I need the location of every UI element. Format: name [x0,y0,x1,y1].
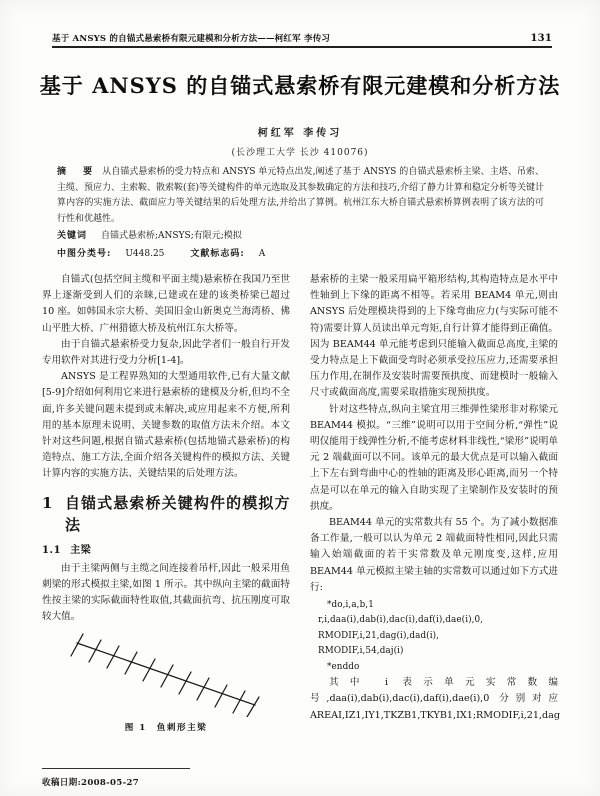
running-header [52,28,552,44]
right-paragraph-3: BEAM44 单元的实常数共有 55 个。为了减小数据准备工作量,一般可以认为单元 2 端截面特性相同,因此只需输入始端截面的若干实常数及单元刚度变,这样,应用 BEAM44 单元模拟主梁主轴的实常数可以通过如下方式进行: [310,517,558,593]
classification-line [57,247,544,263]
code-line-3: RMODIF,i,21,dag(i),dad(i), [318,630,440,641]
left-paragraph-2: 由于自锚式悬索桥受力复杂,因此学者们一般自行开发专用软件对其进行受力分析[1-4]。 [42,338,290,367]
right-paragraph-2: 针对这些特点,纵向主梁宜用三维弹性梁形非对称梁元 BEAM44 模拟。“三维”说明可以用于空间分析,“弹性”说明仅能用于线弹性分析,不能考虑材料非线性,“梁形”说明单元 2 端截面可以不同。该单元的最大优点是可以输入截面上下左右到弯曲中心的性轴的距离及形心距离,而另一个特点是可以在单元的输入自助实现了主梁制作及安装时的预拱度。 [310,403,558,512]
code-block [310,598,558,675]
clc-value: U448.25 [125,248,165,259]
abstract-label: 摘 要 [57,167,97,177]
footnote-divider [42,768,190,769]
affiliation: (长沙理工大学 长沙 410076) [231,148,369,158]
paper-title: 基于 ANSYS 的自锚式悬索桥有限元建模和分析方法 [39,73,561,98]
left-paragraph-3: ANSYS 是工程界熟知的大型通用软件,已有大量文献[5-9]介绍如何利用它来进行悬索桥的建模及分析,但均不全面,许多关键问题未提到或未解决,或应用起来不方便,所利用的基本原理未说明、关键参数的取值方法未介绍。本文针对这些问题,根据自锚式悬索桥(包括地锚式悬索桥)的构造特点、施工方法,全面介绍各关键构件的模拟方法、关键计算内容的实施方法、关键结果的后处理方法。 [42,371,290,480]
keywords-label: 关键词 [57,231,88,242]
section-1-1-number: 1.1 [42,544,62,556]
left-column [42,272,290,736]
doc-code-label: 文献标志码: [190,248,245,259]
doc-code-value: A [258,248,266,259]
code-line-5: *enddo [327,661,360,672]
abstract-block [57,165,544,263]
running-header-title: 基于 ANSYS 的自锚式悬索桥有限元建模和分析方法——柯红军 李传习 [52,34,331,44]
code-line-2: r,i,daa(i),dab(i),dac(i),daf(i),dae(i),0, [318,615,484,626]
abstract-paragraph [57,165,544,227]
section-1-1-heading [42,543,290,559]
clc-label: 中图分类号: [57,248,112,259]
figure-1-caption [42,720,290,736]
fishbone-girder-diagram [59,631,273,717]
right-column [310,272,561,724]
keywords-text: 自锚式悬索桥;ANSYS;有限元;模拟 [101,231,242,242]
code-line-4: RMODIF,i,54,daj(i) [318,646,404,657]
section-1-1-paragraph: 由于主梁两侧与主缆之间连接着吊杆,因此一般采用鱼刺梁的形式模拟主梁,如图 1 所示。其中纵向主梁的截面特性按主梁的实际截面特性取值,其截面抗弯、抗压刚度可取较大值。 [42,562,290,623]
section-1-number: 1 [42,493,53,512]
page-number: 131 [530,33,552,44]
header-divider [52,46,552,48]
right-paragraph-1: 悬索桥的主梁一般采用扁平箱形结构,其构造特点是水平中性轴到上下缘的距离不相等。若采用 BEAM4 单元,则由 ANSYS 后处理模块得到的上下缘弯曲应力(与实际可能不符)需要计算人员读出单元弯矩,自行计算才能得到正确值。因为 BEAM44 单元能考虑到只能输入截面总高度,主梁的受力特点是上下截面受弯时必须承受拉压应力,还需要承担压力作用,在制作及安装时需要预拱度、而建模时一般输入尺寸或截面高度,需要采取措施实现预拱度。 [310,274,558,399]
code-line-1: *do,i,a,b,1 [327,600,374,611]
section-1-heading [42,492,290,536]
received-date: 收稿日期:2008-05-27 [42,778,140,788]
abstract-text: 从自锚式悬索桥的受力特点和 ANSYS 单元特点出发,阐述了基于 ANSYS 的自锚式悬索桥主梁、主塔、吊索、主缆、预应力、主索鞍、散索鞍(套)等关键构件的单元选取及其参数确定的方法和技巧,介绍了静力计算和稳定分析等关键计算内容的实施方法、截面应力等关键结果的后处理方法,并给出了算例。杭州江东大桥自锚式悬索桥算例表明了该方法的可行性和优越性。 [57,167,544,224]
left-paragraph-1: 自锚式(包括空间主缆和平面主缆)悬索桥在我国乃至世界上逐渐受到人们的亲睐,已建或在建的该类桥梁已超过 10 座。如韩国永宗大桥、美国旧金山新奥克兰海湾桥、佛山平胜大桥、广州猎德大桥及杭州江东大桥等。 [42,274,290,334]
right-closing-paragraph: 其中 i 表示单元实常数编号,daa(i),dab(i),dac(i),daf(i),dae(i),0 分别对应 AREAI,IZ1,IY1,TKZB1,TKYB1,IX1;RMODIF,i,21,dag [310,677,561,721]
keywords-line [57,229,544,245]
figure-1-number: 图 1 [124,722,147,733]
figure-1-caption-text: 鱼刺形主梁 [156,722,208,733]
author-list: 柯红军 李传习 [257,128,343,139]
figure-1 [42,631,290,736]
section-1-1-title: 主梁 [70,544,92,556]
section-1-title: 自锚式悬索桥关键构件的模拟方法 [64,493,290,534]
